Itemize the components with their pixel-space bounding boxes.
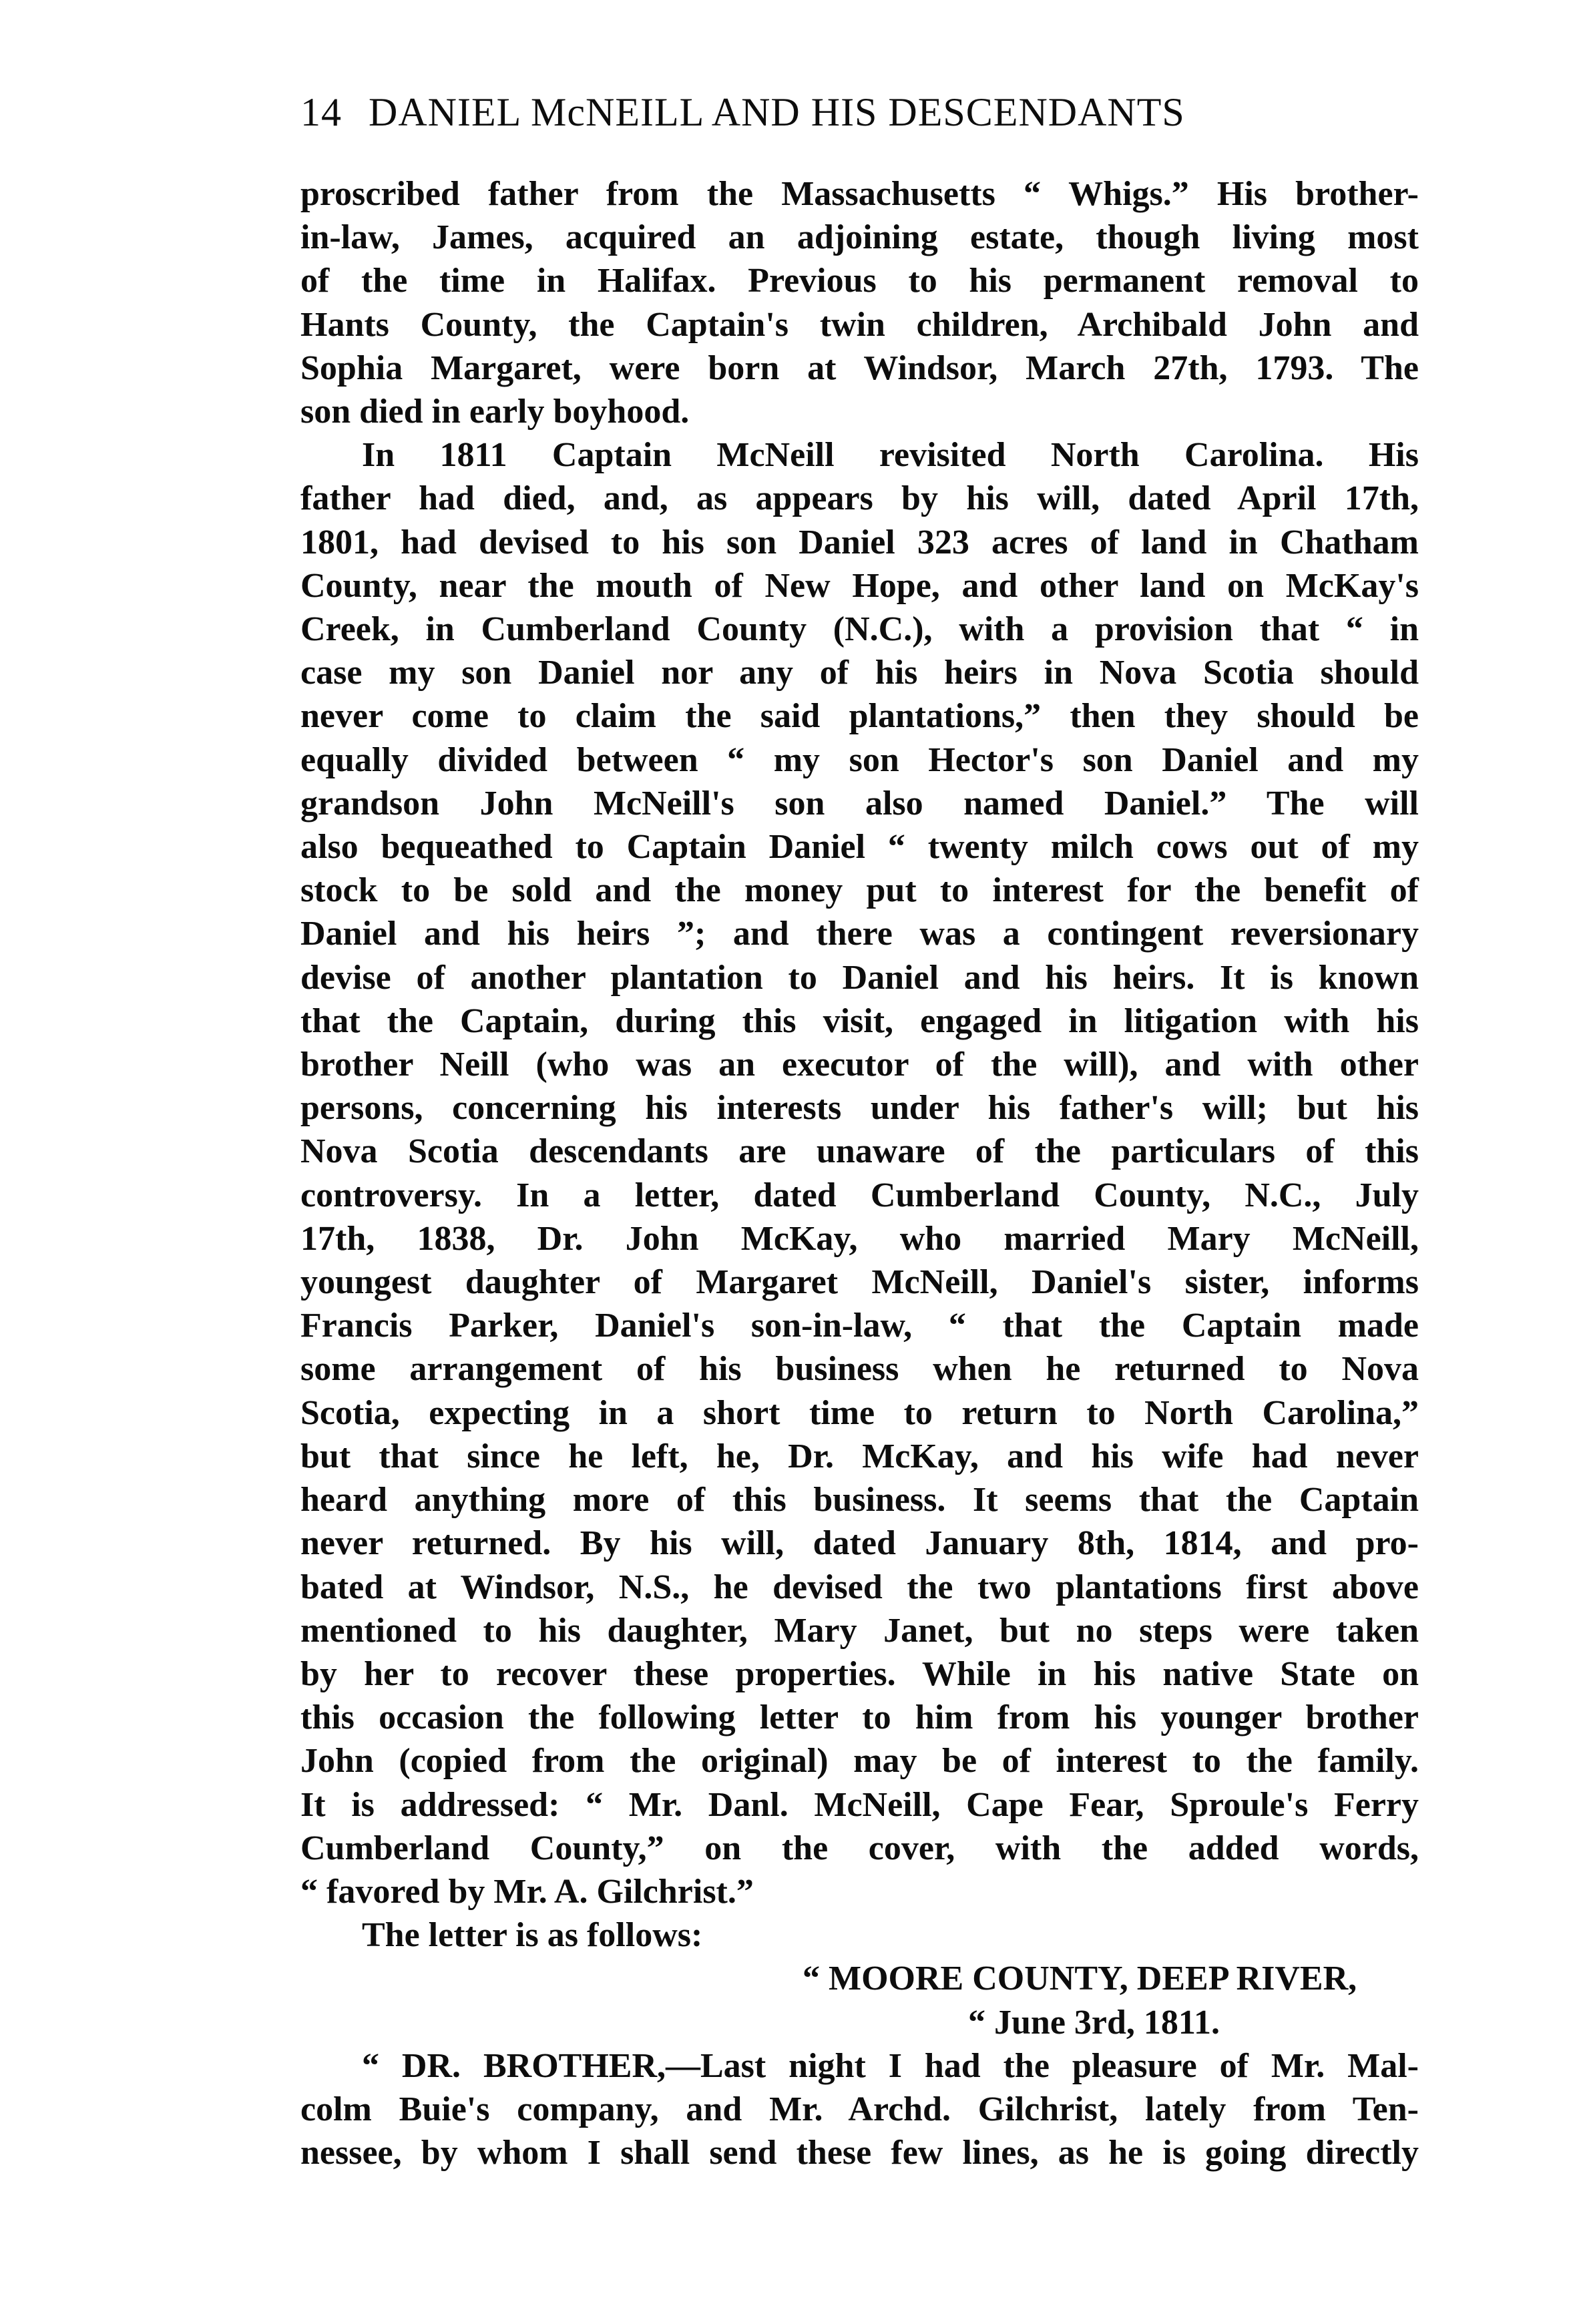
text-line: mentioned to his daughter, Mary Janet, but no steps were taken	[300, 1611, 1419, 1650]
text-line: stock to be sold and the money put to interest for the benefit of	[300, 871, 1419, 910]
text-line: heard anything more of this business. It seems that the Captain	[300, 1481, 1419, 1520]
text-line: this occasion the following letter to him from his younger brother	[300, 1698, 1419, 1737]
text-line: Daniel and his heirs ”; and there was a contingent reversionary	[300, 915, 1419, 953]
text-line: case my son Daniel nor any of his heirs in Nova Scotia should	[300, 654, 1419, 692]
text-line: Cumberland County,” on the cover, with the added words,	[300, 1829, 1419, 1867]
text-line: Hants County, the Captain's twin children, Archibald John and	[300, 305, 1419, 344]
page-number: 14	[300, 90, 342, 134]
text-line: “ favored by Mr. A. Gilchrist.”	[300, 1872, 754, 1911]
text-line: by her to recover these properties. While in his native State on	[300, 1654, 1419, 1693]
text-line: Creek, in Cumberland County (N.C.), with a provision that “ in	[300, 610, 1419, 649]
text-line: grandson John McNeill's son also named Daniel.” The will	[300, 784, 1419, 823]
text-line: Francis Parker, Daniel's son-in-law, “ that the Captain made	[300, 1307, 1419, 1345]
text-line: but that since he left, he, Dr. McKay, and his wife had never	[300, 1437, 1419, 1475]
text-line: equally divided between “ my son Hector's son Daniel and my	[300, 740, 1419, 779]
text-line: youngest daughter of Margaret McNeill, Daniel's sister, informs	[300, 1263, 1419, 1302]
letter-heading-date: “ June 3rd, 1811.	[968, 2003, 1220, 2042]
text-line: that the Captain, during this visit, engaged in litigation with his	[300, 1001, 1419, 1040]
text-line: of the time in Halifax. Previous to his permanent removal to	[300, 262, 1419, 300]
text-line: never come to claim the said plantations,” then they should be	[300, 697, 1419, 736]
text-line: bated at Windsor, N.S., he devised the two plantations first above	[300, 1568, 1419, 1606]
text-line: never returned. By his will, dated January 8th, 1814, and pro-	[300, 1524, 1419, 1563]
text-line: colm Buie's company, and Mr. Archd. Gilchrist, lately from Ten-	[300, 2090, 1419, 2128]
text-line: father had died, and, as appears by his will, dated April 17th,	[300, 479, 1419, 518]
text-line: 1801, had devised to his son Daniel 323 acres of land in Chatham	[300, 523, 1419, 561]
text-line: Scotia, expecting in a short time to return to North Carolina,”	[300, 1393, 1419, 1432]
text-line: proscribed father from the Massachusetts “ Whigs.” His brother-	[300, 175, 1419, 213]
page-body	[300, 172, 1419, 2174]
text-line: Nova Scotia descendants are unaware of the particulars of this	[300, 1132, 1419, 1171]
text-line: Sophia Margaret, were born at Windsor, March 27th, 1793. The	[300, 348, 1419, 387]
text-line: in-law, James, acquired an adjoining estate, though living most	[300, 218, 1419, 257]
text-line: son died in early boyhood.	[300, 393, 690, 431]
text-line: “ DR. BROTHER,—Last night I had the pleasure of Mr. Mal-	[362, 2046, 1419, 2085]
text-line: controversy. In a letter, dated Cumberland County, N.C., July	[300, 1176, 1419, 1214]
text-line: devise of another plantation to Daniel and his heirs. It is known	[300, 958, 1419, 997]
text-line: County, near the mouth of New Hope, and other land on McKay's	[300, 566, 1419, 605]
text-line: brother Neill (who was an executor of the will), and with other	[300, 1045, 1419, 1084]
text-line: 17th, 1838, Dr. John McKay, who married Mary McNeill,	[300, 1219, 1419, 1258]
text-line: It is addressed: “ Mr. Danl. McNeill, Cape Fear, Sproule's Ferry	[300, 1785, 1419, 1824]
running-title: DANIEL McNEILL AND HIS DESCENDANTS	[369, 90, 1185, 134]
text-line: nessee, by whom I shall send these few lines, as he is going directly	[300, 2134, 1419, 2172]
text-line: The letter is as follows:	[362, 1916, 703, 1955]
text-line: also bequeathed to Captain Daniel “ twenty milch cows out of my	[300, 828, 1419, 867]
running-header	[300, 85, 1422, 139]
text-line: In 1811 Captain McNeill revisited North Carolina. His	[362, 436, 1419, 475]
text-line: persons, concerning his interests under his father's will; but his	[300, 1089, 1419, 1128]
text-line: some arrangement of his business when he returned to Nova	[300, 1350, 1419, 1389]
letter-heading-place: “ MOORE COUNTY, DEEP RIVER,	[803, 1959, 1357, 1998]
text-line: John (copied from the original) may be of interest to the family.	[300, 1742, 1419, 1781]
